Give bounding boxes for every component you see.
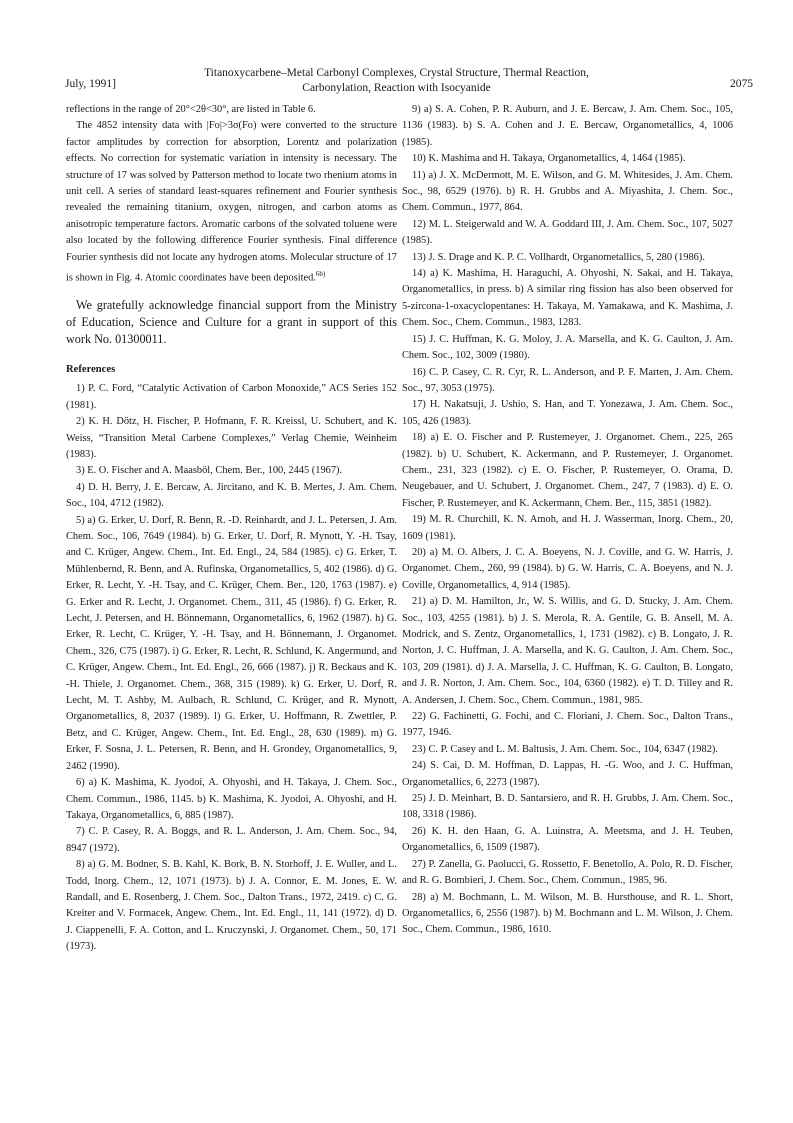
reference-item: 16) C. P. Casey, C. R. Cyr, R. L. Anderson, and P. F. Marten, J. Am. Chem. Soc., 97, 3053 (1975). xyxy=(402,366,733,394)
reference-item: 22) G. Fachinetti, G. Fochi, and C. Floriani, J. Chem. Soc., Dalton Trans., 1977, 1946. xyxy=(402,711,733,739)
running-title-line-1: Titanoxycarbene–Metal Carbonyl Complexes, Crystal Structure, Thermal Reaction, xyxy=(204,67,589,79)
page-header xyxy=(40,66,753,100)
references-heading: References xyxy=(66,363,116,375)
reference-item: 8) a) G. M. Bodner, S. B. Kahl, K. Bork, B. N. Storhoff, J. E. Wuller, and L. Todd, Inorg. Chem., 12, 1071 (1973). b) J. A. Connor, E. M. Jones, E. W. Randall, and E. Rosenberg, J. Chem. Soc., Dalton Trans., 1972, 2419. c) C. G. Kreiter and V. Formacek, Angew. Chem., Int. Ed. Engl., 11, 141 (1972). d) D. J. Ciappenelli, F. A. Cotton, and L. Kruczynski, J. Organomet. Chem., 50, 171 (1973). xyxy=(66,859,397,953)
reference-item: 23) C. P. Casey and L. M. Baltusis, J. Am. Chem. Soc., 104, 6347 (1982). xyxy=(412,743,718,755)
reference-item: 19) M. R. Churchill, K. N. Amoh, and H. J. Wasserman, Inorg. Chem., 20, 1609 (1981). xyxy=(402,514,733,542)
body-paragraph-1: reflections in the range of 20°<2θ<30°, are listed in Table 6. xyxy=(66,104,316,115)
running-title-line-2: Carbonylation, Reaction with Isocyanide xyxy=(302,82,491,94)
body-paragraph-2-text: The 4852 intensity data with |Fo|>3σ(Fo) were converted to the structure factor amplitudes by correction for absorption, Lorentz and polarization effects. No correction for systematic variation in intensity is necessary. The structure of 17 was solved by Patterson method to locate two rhenium atoms in unit cell. A series of standard least-squares refinement and Fourier synthesis revealed the remaining titanium, oxygen, nitrogen, and carbon atoms as anisotropic temperature factors. Aromatic carbons of the solvated toluene were also located by the following difference Fourier synthesis. Final difference Fourier synthesis did not locate any hydrogen atoms. Molecular structure of 17 is shown in Fig. 4. Atomic coordinates have been deposited. xyxy=(66,120,397,284)
footnote-marker: 6b) xyxy=(315,270,326,279)
reference-item: 1) P. C. Ford, “Catalytic Activation of Carbon Monoxide,” ACS Series 152 (1981). xyxy=(66,383,397,411)
running-title xyxy=(40,66,753,96)
reference-item: 18) a) E. O. Fischer and P. Rustemeyer, J. Organomet. Chem., 225, 265 (1982). b) U. Schubert, K. Ackermann, and P. Rustemeyer, J. Organomet. Chem., 231, 323 (1982). c) E. O. Fischer, P. Rustemeyer, O. Orama, D. Neugebauer, and U. Schubert, J. Organomet. Chem., 247, 7 (1983). d) E. O. Fischer, P. Rustemeyer, and K. Ackermann, Chem. Ber., 115, 3851 (1982). xyxy=(402,432,733,509)
reference-item: 20) a) M. O. Albers, J. C. A. Boeyens, N. J. Coville, and G. W. Harris, J. Organomet. Chem., 260, 99 (1984). b) G. W. Harris, C. A. Boeyens, and N. J. Coville, Organometallics, 4, 914 (1985). xyxy=(402,546,733,591)
right-column xyxy=(402,102,733,939)
references-list-left xyxy=(66,381,397,955)
reference-item: 9) a) S. A. Cohen, P. R. Auburn, and J. E. Bercaw, J. Am. Chem. Soc., 105, 1136 (1983). b) S. A. Cohen and J. E. Bercaw, Organometallics, 4, 1006 (1985). xyxy=(402,104,733,148)
reference-item: 5) a) G. Erker, U. Dorf, R. Benn, R. -D. Reinhardt, and J. L. Petersen, J. Am. Chem. Soc., 106, 7649 (1984). b) G. Erker, U. Dorf, R. Mynott, Y. -H. Tsay, and C. Krüger, Angew. Chem., Int. Ed. Engl., 24, 584 (1985). c) G. Erker, T. Mühlenbernd, R. Benn, and A. Rufinska, Organometallics, 5, 402 (1986). d) G. Erker, R. Lecht, Y. -H. Tsay, and C. Krüger, Chem. Ber., 120, 1763 (1987). e) G. Erker and R. Lecht, J. Organomet. Chem., 311, 45 (1986). f) G. Erker, R. Lecht, J. Petersen, and H. Bönnemann, Organometallics, 6, 1962 (1987). h) G. Erker, R. Lecht, C. Krüger, Y. -H. Tsay, and H. Bönnemann, J. Organomet. Chem., 326, C75 (1987). i) G. Erker, R. Lecht, R. Schlund, K. Angermund, and C. Krüger, Angew. Chem., Int. Ed. Engl., 26, 666 (1987). j) R. Beckaus and K. -H. Thiele, J. Organomet. Chem., 368, 315 (1989). k) G. Erker, U. Dorf, R. Lecht, M. T. Ashby, M. Aulbach, R. Schlund, C. Krüger, and R. Mynott, Organometallics, 8, 2037 (1989). l) G. Erker, U. Hoffmann, R. Zwettler, P. Betz, and C. Krüger, Angew. Chem., Int. Ed. Engl., 28, 630 (1989). m) G. Erker, F. Sosna, J. L. Petersen, R. Benn, and H. Grondey, Organometallics, 9, 2462 (1990). xyxy=(66,514,397,772)
reference-item: 11) a) J. X. McDermott, M. E. Wilson, and G. M. Whitesides, J. Am. Chem. Soc., 98, 6529 (1976). b) R. H. Grubbs and A. Miyashita, J. Chem. Soc., Chem. Commun., 1977, 864. xyxy=(402,169,733,214)
reference-item: 10) K. Mashima and H. Takaya, Organometallics, 4, 1464 (1985). xyxy=(412,153,686,165)
reference-item: 6) a) K. Mashima, K. Jyodoi, A. Ohyoshi, and H. Takaya, J. Chem. Soc., Chem. Commun., 1986, 1145. b) K. Mashima, K. Jyodoi, A. Ohyoshi, and H. Takaya, Organometallics, 6, 885 (1987). xyxy=(66,777,397,821)
reference-item: 24) S. Cai, D. M. Hoffman, D. Lappas, H. -G. Woo, and J. C. Huffman, Organometallics, 6, 2273 (1987). xyxy=(402,760,733,788)
reference-item: 13) J. S. Drage and K. P. C. Vollhardt, Organometallics, 5, 280 (1986). xyxy=(412,251,705,263)
reference-item: 27) P. Zanella, G. Paolucci, G. Rossetto, F. Benetollo, A. Polo, R. D. Fischer, and R. G. Bombieri, J. Chem. Soc., Chem. Commun., 1985, 96. xyxy=(402,858,733,887)
reference-item: 15) J. C. Huffman, K. G. Moloy, J. A. Marsella, and K. G. Caulton, J. Am. Chem. Soc., 102, 3009 (1980). xyxy=(402,333,733,362)
reference-item: 25) J. D. Meinhart, B. D. Santarsiero, and R. H. Grubbs, J. Am. Chem. Soc., 108, 3318 (1986). xyxy=(402,793,733,821)
reference-item: 28) a) M. Bochmann, L. M. Wilson, M. B. Hursthouse, and R. L. Short, Organometallics, 6, 2556 (1987). b) M. Bochmann and L. M. Wilson, J. Chem. Soc., Chem. Commun., 1986, 1610. xyxy=(402,891,733,936)
reference-item: 26) K. H. den Haan, G. A. Luinstra, A. Meetsma, and J. H. Teuben, Organometallics, 6, 1509 (1987). xyxy=(402,825,733,854)
reference-item: 17) H. Nakatsuji, J. Ushio, S. Han, and T. Yonezawa, J. Am. Chem. Soc., 105, 426 (1983). xyxy=(402,399,733,427)
reference-item: 4) D. H. Berry, J. E. Bercaw, A. Jircitano, and K. B. Mertes, J. Am. Chem. Soc., 104, 4712 (1982). xyxy=(66,481,397,510)
left-column xyxy=(66,102,397,956)
header-date: July, 1991] xyxy=(65,78,117,90)
reference-item: 2) K. H. Dötz, H. Fischer, P. Hofmann, F. R. Kreissl, U. Schubert, and K. Weiss, “Transition Metal Carbene Complexes,” Verlag Chemie, Weinheim (1983). xyxy=(66,416,397,460)
reference-item: 7) C. P. Casey, R. A. Boggs, and R. L. Anderson, J. Am. Chem. Soc., 94, 8947 (1972). xyxy=(66,826,397,854)
reference-item: 12) M. L. Steigerwald and W. A. Goddard III, J. Am. Chem. Soc., 107, 5027 (1985). xyxy=(402,218,733,247)
page-number: 2075 xyxy=(730,78,753,90)
reference-item: 3) E. O. Fischer and A. Maasböl, Chem. Ber., 100, 2445 (1967). xyxy=(76,465,343,477)
acknowledgment: We gratefully acknowledge financial support from the Ministry of Education, Science and Culture for a grant in support of this work No. 01300011. xyxy=(66,297,397,346)
reference-item: 21) a) D. M. Hamilton, Jr., W. S. Willis, and G. D. Stucky, J. Am. Chem. Soc., 103, 4255 (1981). b) J. S. Merola, R. A. Gentile, G. B. Ansell, M. A. Modrick, and S. Zentz, Organometallics, 1, 1731 (1982). c) B. Longato, J. R. Norton, J. C. Huffman, J. A. Marsella, and K. G. Caulton, J. Am. Chem. Soc., 103, 209 (1981). d) J. A. Marsella, J. C. Huffman, K. G. Caulton, B. Longato, and J. R. Norton, J. Am. Chem. Soc., 104, 6360 (1982). e) T. D. Tilley and R. A. Andersen, J. Chem. Soc., Chem. Commun., 1981, 985. xyxy=(402,596,733,706)
reference-item: 14) a) K. Mashima, H. Haraguchi, A. Ohyoshi, N. Sakai, and H. Takaya, Organometallics, in press. b) A similar ring fission has also been observed for 5-zircona-1-oxacyclopentanes: H. Takaya, M. Yamakawa, and K. Mashima, J. Chem. Soc., Chem. Commun., 1983, 1283. xyxy=(402,268,733,329)
references-list-right xyxy=(402,102,733,939)
body-paragraph-2 xyxy=(66,118,397,287)
